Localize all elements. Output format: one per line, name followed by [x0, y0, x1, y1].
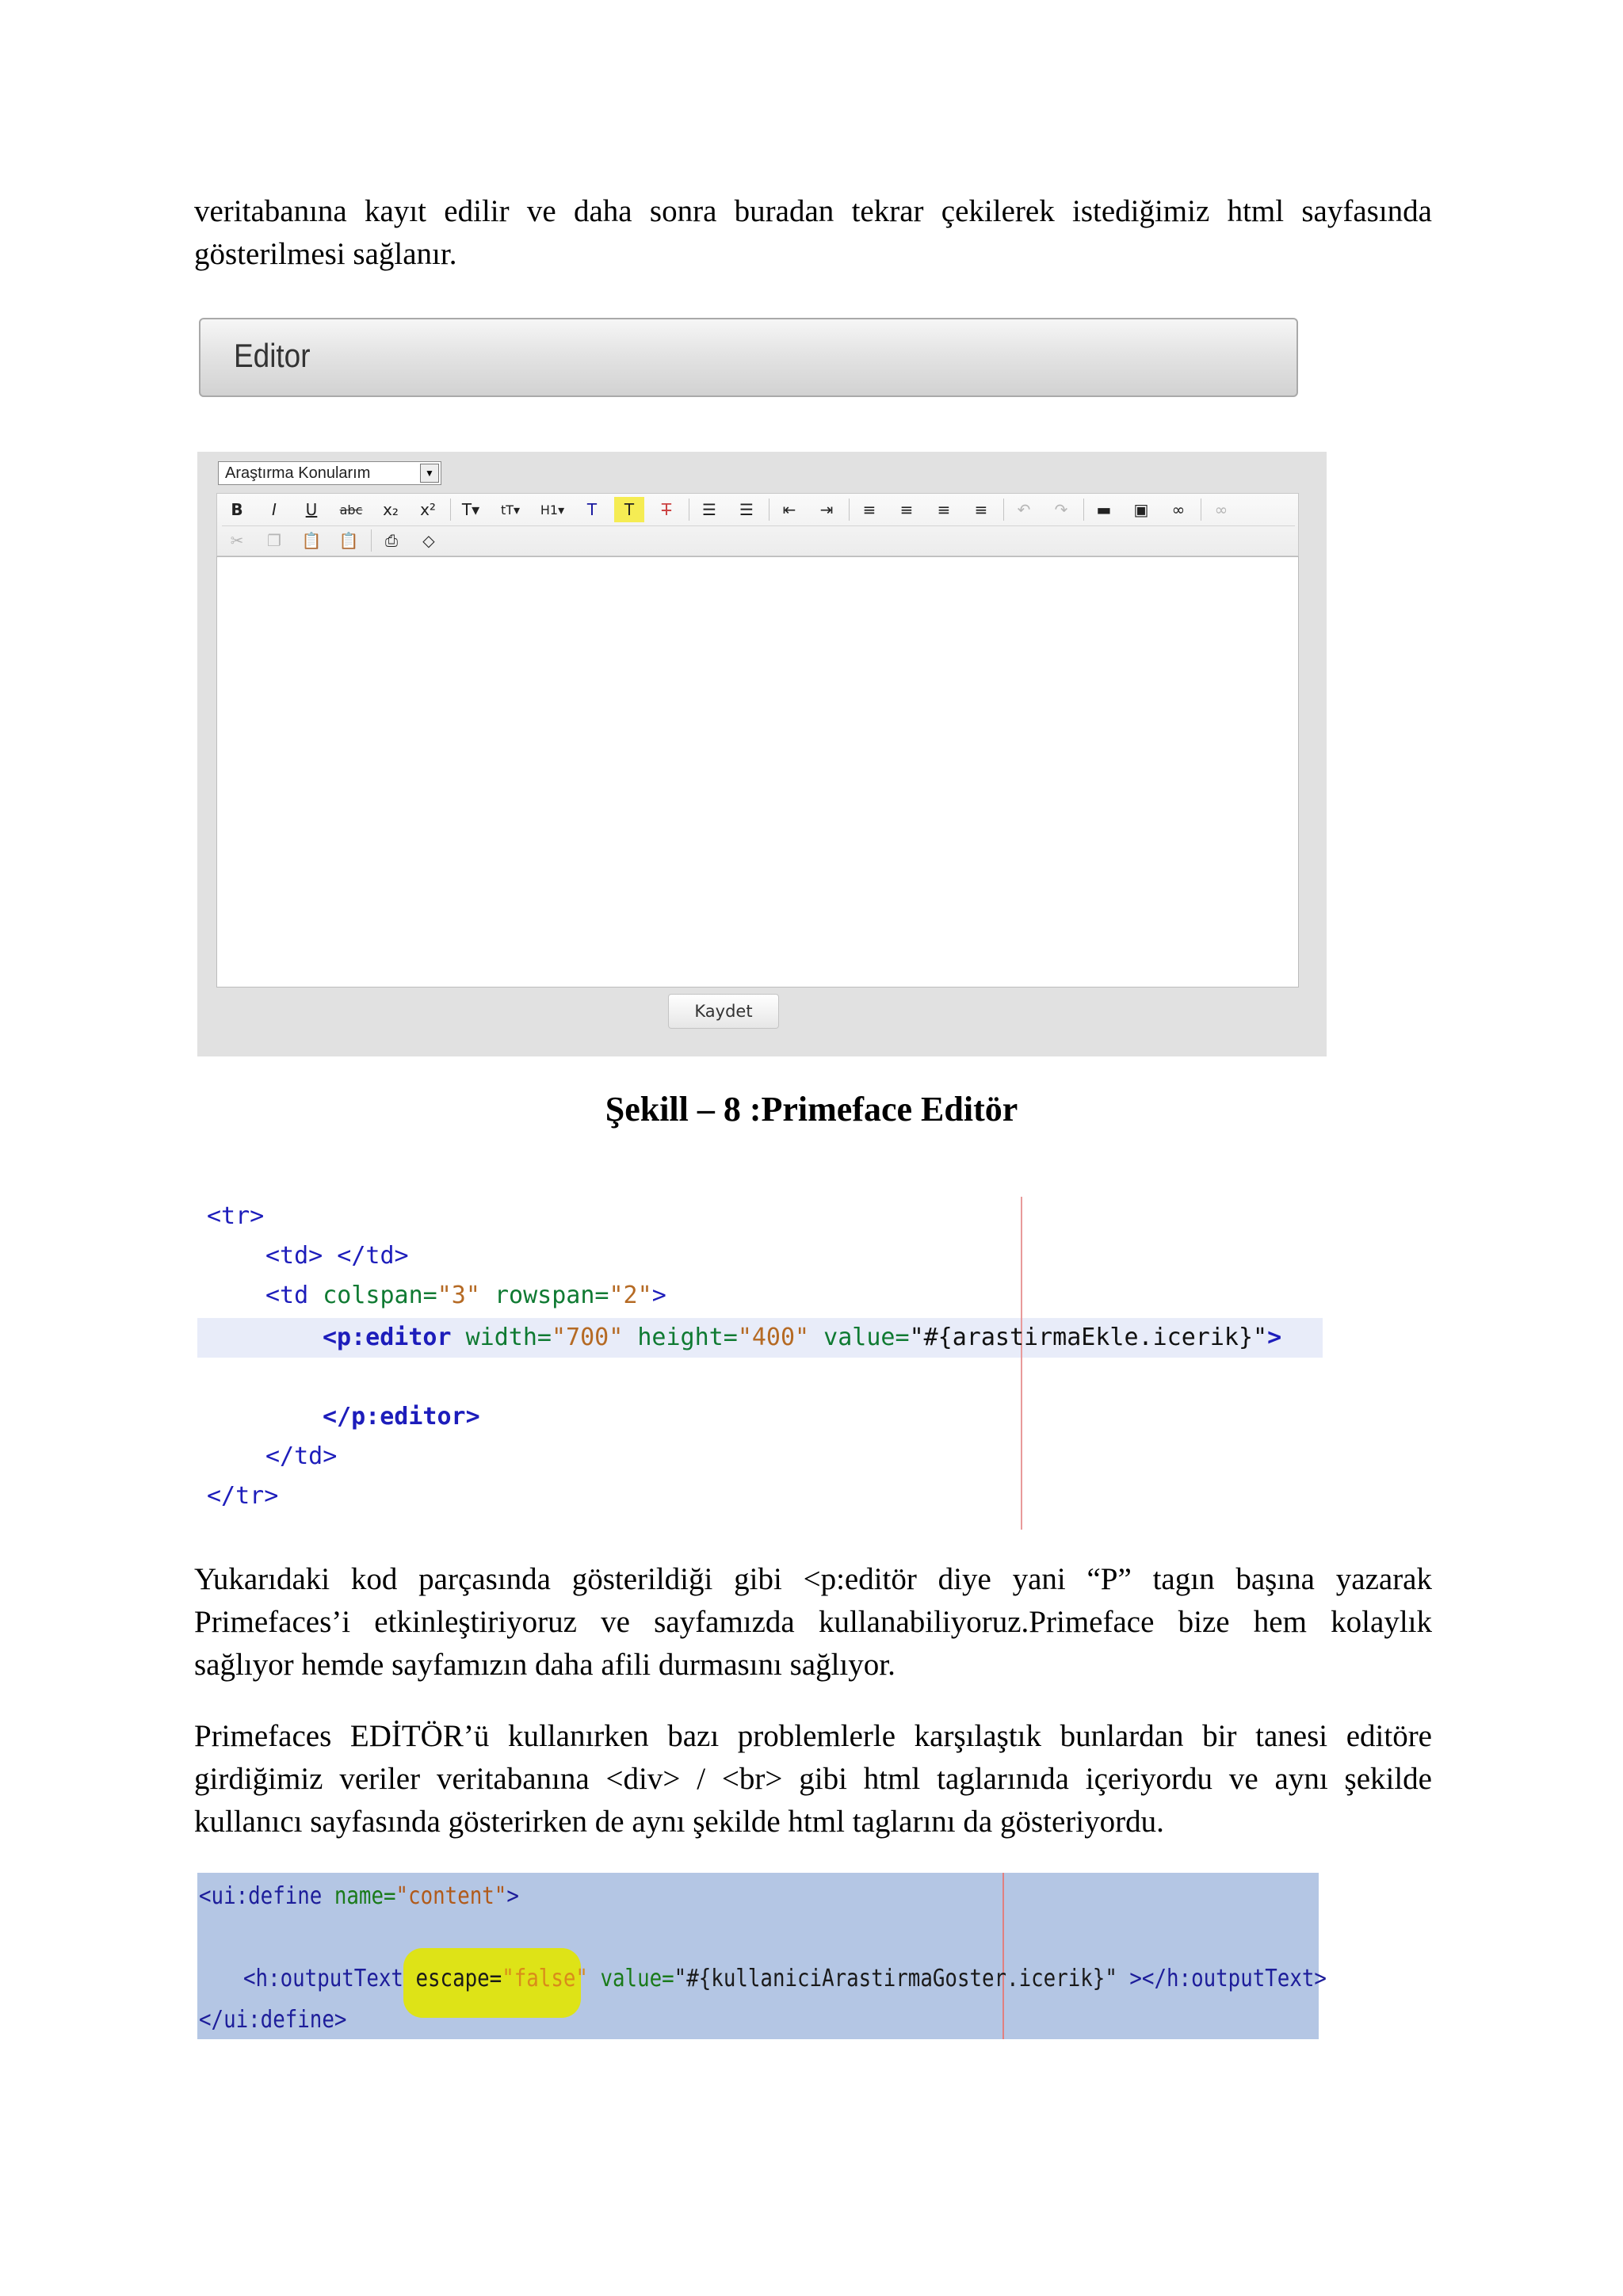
align-left-icon[interactable]: ≡ — [862, 500, 876, 519]
code-line: <td colspan="3" rowspan="2"> — [265, 1282, 666, 1309]
numbered-list-icon[interactable]: ☰ — [739, 500, 754, 519]
editor-content-area[interactable] — [216, 556, 1299, 988]
redo-icon[interactable]: ↷ — [1054, 500, 1068, 519]
toolbar-separator — [450, 499, 451, 521]
paste-text-icon[interactable]: 📋 — [338, 531, 359, 550]
paragraph-editor-problem — [194, 1715, 1432, 1843]
toolbar-row-clipboard — [222, 525, 1295, 555]
code-line: <tr> — [207, 1202, 265, 1230]
source-icon[interactable]: ◇ — [422, 531, 435, 550]
italic-icon[interactable]: I — [272, 500, 277, 519]
toolbar-separator — [371, 529, 372, 552]
toolbar-separator — [1003, 499, 1004, 521]
indent-icon[interactable]: ⇥ — [819, 500, 834, 519]
code-line: </ui:define> — [199, 2006, 347, 2034]
paragraph-line: kullanıcı sayfasında gösterirken de aynı şekilde html taglarını da gösteriyordu. — [194, 1805, 1164, 1839]
margin-guide-line — [1002, 1873, 1004, 2039]
topic-select-value: Araştırma Konularım — [225, 464, 371, 482]
subscript-icon[interactable]: x₂ — [383, 500, 399, 519]
code-line: <h:outputText escape="false" value="#{kullaniciArastirmaGoster.icerik}" ></h:outputText> — [243, 1965, 1327, 1992]
undo-icon[interactable]: ↶ — [1017, 500, 1031, 519]
underline-icon[interactable]: U — [305, 500, 318, 519]
toolbar-separator — [849, 499, 850, 521]
paragraph-line: Primefaces’i etkinleştiriyoruz ve sayfamızda kullanabiliyoruz.Primeface bize hem kolaylık — [194, 1605, 1432, 1639]
intro-paragraph — [194, 190, 1432, 276]
remove-format-icon[interactable]: T — [661, 500, 672, 519]
editor-toolbar — [216, 493, 1299, 556]
copy-icon[interactable]: ❐ — [267, 531, 281, 550]
paragraph-line: sağlıyor hemde sayfamızın daha afili durmasını sağlıyor. — [194, 1648, 896, 1682]
intro-line-2: gösterilmesi sağlanır. — [194, 237, 457, 271]
align-center-icon[interactable]: ≡ — [899, 500, 914, 519]
toolbar-row-formatting — [222, 495, 1243, 524]
chevron-down-icon: ▼ — [420, 464, 439, 483]
horizontal-rule-icon[interactable]: ▬ — [1096, 500, 1112, 519]
link-icon[interactable]: ∞ — [1171, 500, 1186, 519]
topic-select[interactable] — [218, 461, 441, 485]
figure-caption: Şekill – 8 :Primeface Editör — [605, 1090, 1018, 1129]
paste-icon[interactable]: 📋 — [301, 531, 322, 550]
paragraph-line: girdiğimiz veriler veritabanına <div> / <br> gibi html taglarınıda içeriyordu ve aynı şekilde — [194, 1762, 1432, 1796]
font-icon[interactable]: T▾ — [461, 500, 480, 519]
bullet-list-icon[interactable]: ☰ — [702, 500, 716, 519]
print-icon[interactable]: ⎙ — [385, 531, 398, 550]
superscript-icon[interactable]: x² — [420, 500, 436, 519]
highlight-icon[interactable]: T — [614, 497, 644, 522]
bold-icon[interactable]: B — [231, 500, 243, 519]
text-color-icon[interactable]: T — [586, 500, 598, 519]
outdent-icon[interactable]: ⇤ — [782, 500, 796, 519]
code-line: </tr> — [207, 1482, 279, 1510]
code-line: <td> </td> — [265, 1242, 409, 1270]
code-line: </td> — [265, 1442, 338, 1470]
editor-panel-title: Editor — [234, 337, 311, 374]
toolbar-separator — [1083, 499, 1084, 521]
code-snippet-output-text — [197, 1873, 1327, 2039]
unlink-icon[interactable]: ∞ — [1214, 500, 1228, 519]
paragraph-line: Yukarıdaki kod parçasında gösterildiği gibi <p:editör diye yani “P” tagın başına yazarak — [194, 1562, 1432, 1596]
code-line: </p:editor> — [323, 1403, 480, 1431]
code-snippet-editor — [197, 1197, 1327, 1530]
align-right-icon[interactable]: ≡ — [937, 500, 951, 519]
cut-icon[interactable]: ✂ — [230, 531, 244, 550]
strikethrough-icon[interactable]: abc — [339, 502, 363, 518]
code-line: <p:editor width="700" height="400" value="#{arastirmaEkle.icerik}"> — [323, 1324, 1282, 1351]
margin-guide-line — [1021, 1197, 1022, 1530]
primefaces-editor — [197, 452, 1327, 1056]
code-line: <ui:define name="content"> — [199, 1882, 519, 1910]
editor-panel-header[interactable] — [199, 318, 1298, 397]
intro-line-1: veritabanına kayıt edilir ve daha sonra buradan tekrar çekilerek istediğimiz html sayfasında — [194, 194, 1432, 228]
font-size-icon[interactable]: tT▾ — [500, 502, 521, 518]
paragraph-primefaces-usage — [194, 1558, 1432, 1687]
align-justify-icon[interactable]: ≡ — [974, 500, 988, 519]
heading-icon[interactable]: H1▾ — [540, 502, 565, 518]
paragraph-line: Primefaces EDİTÖR’ü kullanırken bazı problemlerle karşılaştık bunlardan bir tanesi editöre — [194, 1719, 1432, 1753]
save-button[interactable]: Kaydet — [668, 994, 779, 1029]
image-icon[interactable]: ▣ — [1133, 500, 1149, 519]
